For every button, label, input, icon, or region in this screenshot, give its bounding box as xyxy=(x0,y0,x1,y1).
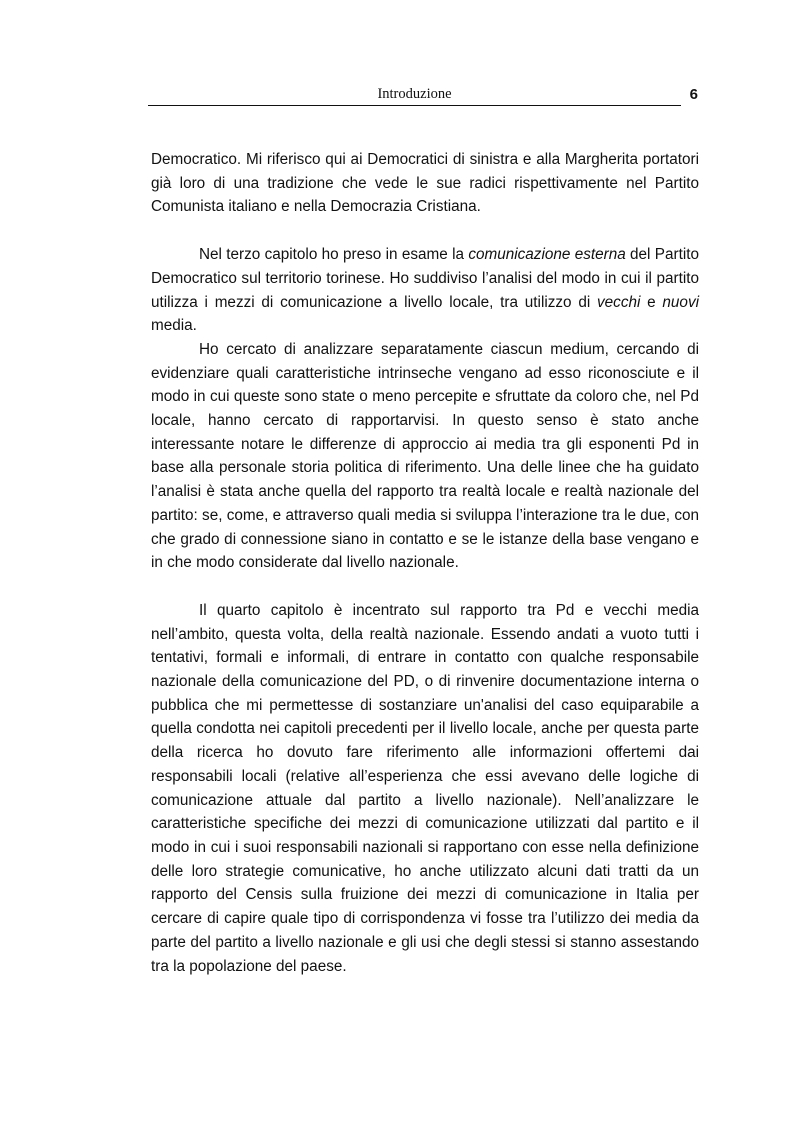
paragraph-chapter-three xyxy=(151,243,699,338)
text-run: del Partito Democratico sul territorio torinese. Ho suddiviso l’analisi del modo in cui il partito utilizza i mezzi di comunicazione a livello locale, tra utilizzo di xyxy=(151,246,699,311)
paragraph-chapter-four: Il quarto capitolo è incentrato sul rapporto tra Pd e vecchi media nell’ambito, questa volta, della realtà nazionale. Essendo andati a vuoto tutti i tentativi, formali e informali, di entrare in contatto con qualche responsabile nazionale della comunicazione del PD, o di rinvenire documentazione interna o pubblica che mi permettesse di sostanziare un'analisi del caso equiparabile a quella condotta nei capitoli precedenti per il livello locale, anche per questa parte della ricerca ho dovuto fare riferimento alle informazioni offertemi dai responsabili locali (relative all’esperienza che essi avevano delle logiche di comunicazione attuale dal partito a livello nazionale). Nell’analizzare le caratteristiche specifiche dei mezzi di comunicazione utilizzati dal partito e il modo in cui i suoi responsabili nazionali si rapportano con esse nella definizione delle loro strategie comunicative, ho anche utilizzato alcuni dati tratti da un rapporto del Censis sulla fruizione dei mezzi di comunicazione in Italia per cercare di capire quale tipo di corrispondenza vi fosse tra l’utilizzo dei media da parte del partito a livello nazionale e gli usi che degli stessi si stanno assestando tra la popolazione del paese. xyxy=(151,601,699,975)
emphasis-comunicazione-esterna: comunicazione esterna xyxy=(468,246,626,264)
text-run: Nel terzo capitolo ho preso in esame la xyxy=(199,246,469,264)
text-run: media. xyxy=(151,317,197,335)
body-text xyxy=(151,148,699,978)
page-header xyxy=(148,84,698,108)
paragraph-media-analysis: Ho cercato di analizzare separatamente ciascun medium, cercando di evidenziare quali caratteristiche intrinseche vengano ad esso riconosciute e il modo in cui queste sono state o meno percepite e sfruttate da coloro che, nel Pd locale, hanno cercato di rapportarvisi. In questo senso è stato anche interessante notare le differenze di approccio ai media tra gli esponenti Pd in base alla personale storia politica di riferimento. Una delle linee che ha guidato l’analisi è stata anche quella del rapporto tra realtà locale e realtà nazionale del partito: se, come, e attraverso quali media si sviluppa l’interazione tra le due, con che grado di connessione siano in contatto e se le istanze della base vengano e in che modo considerate dal livello nazionale. xyxy=(151,340,699,572)
text-run: e xyxy=(640,293,663,311)
paragraph-gap xyxy=(151,219,699,243)
emphasis-nuovi: nuovi xyxy=(662,293,699,311)
page-number: 6 xyxy=(689,86,698,103)
paragraph-gap xyxy=(151,575,699,599)
header-divider xyxy=(148,105,681,106)
emphasis-vecchi: vecchi xyxy=(597,293,641,311)
chapter-title: Introduzione xyxy=(377,86,452,102)
paragraph-continuation: Democratico. Mi riferisco qui ai Democratici di sinistra e alla Margherita portatori già loro di una tradizione che vede le sue radici rispettivamente nel Partito Comunista italiano e nella Democrazia Cristiana. xyxy=(151,151,699,216)
